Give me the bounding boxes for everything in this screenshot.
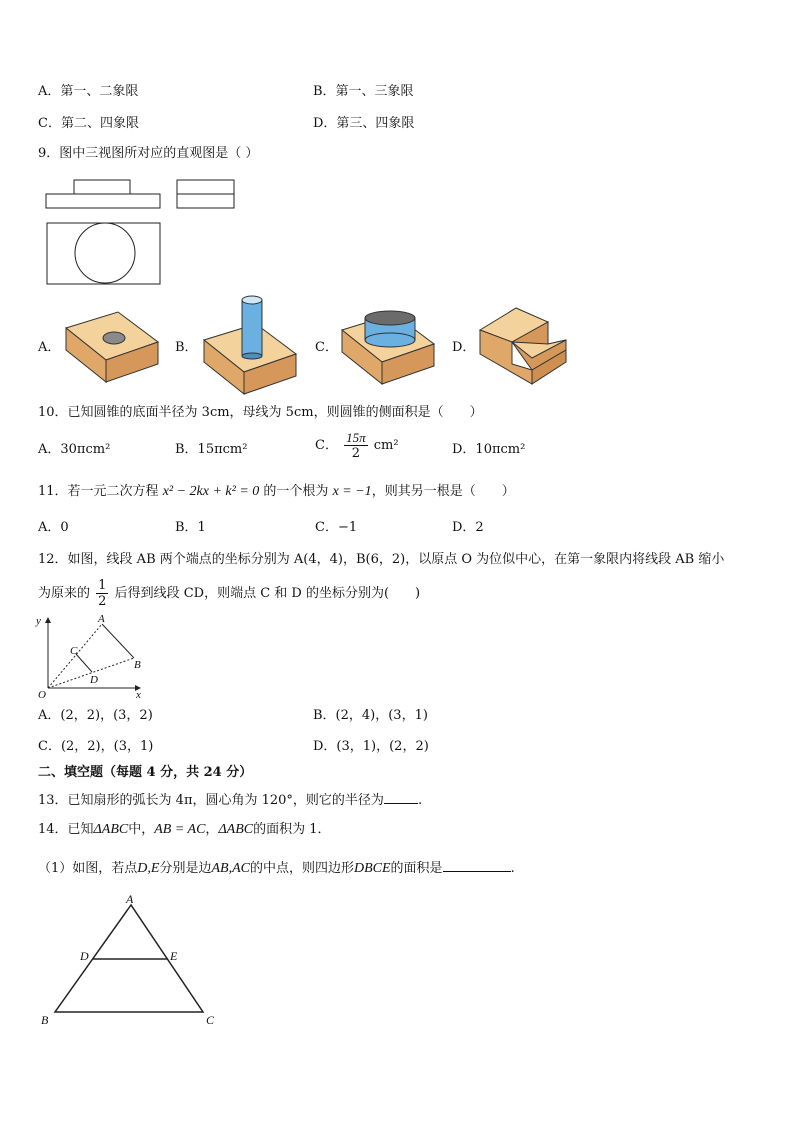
segment-cd <box>76 654 92 672</box>
q14-pre: 14．已知 <box>38 822 94 837</box>
q13-end: . <box>417 793 423 808</box>
q11-stem <box>38 484 515 500</box>
q14-sub1-sides: AB,AC <box>211 861 250 876</box>
q14-mid2: ， <box>205 822 219 837</box>
q11-option-b: B．1 <box>175 520 206 535</box>
q9-label-b: B． <box>175 340 198 355</box>
label-b: B <box>41 1013 49 1027</box>
q12-frac-numerator: 1 <box>98 578 107 593</box>
q14-sub1-post: 的面积是 <box>390 861 443 876</box>
q9-label-a: A． <box>38 340 61 355</box>
top-view-circle <box>75 223 135 283</box>
label-c: C <box>206 1013 215 1027</box>
q12-stem-line1: 12．如图，线段 AB 两个端点的坐标分别为 A(4，4)，B(6，2)，以原点 O 为位似中心，在第一象限内将线段 AB 缩小 <box>38 552 725 567</box>
q14-equality: AB = AC <box>154 822 206 837</box>
q12-line2-pre: 为原来的 <box>38 586 91 601</box>
q14-sub1-points: D,E <box>137 861 160 876</box>
q10-option-c-unit: cm² <box>373 438 399 453</box>
label-a: A <box>98 613 105 625</box>
side-view-base <box>177 194 234 208</box>
q8-option-b: B．第一、三象限 <box>313 84 414 99</box>
label-x: x <box>136 689 141 700</box>
q12-option-d: D．(3，1)，(2，2) <box>313 739 429 754</box>
option-a-solid-image <box>64 310 164 390</box>
q11-root: x = −1 <box>332 484 372 499</box>
q11-stem-post: ，则其另一根是（ ） <box>371 484 515 499</box>
q10-option-c-fraction <box>344 430 368 461</box>
q10-frac-numerator: 15π <box>346 430 366 445</box>
q11-stem-mid: 的一个根为 <box>263 484 329 499</box>
q13 <box>38 791 422 809</box>
option-c-solid-image <box>340 304 440 390</box>
q10-option-c <box>315 430 399 461</box>
front-view-top <box>74 180 130 194</box>
q14-triangle-figure <box>38 892 222 1028</box>
q14-sub1-mid: 分别是边 <box>159 861 212 876</box>
q12-fraction <box>96 578 108 609</box>
q14-sub1-mid2: 的中点，则四边形 <box>249 861 354 876</box>
q10-option-b: B．15πcm² <box>175 442 248 457</box>
q11-option-d: D．2 <box>452 520 484 535</box>
q14-sub1-pre: （1）如图，若点 <box>38 861 138 876</box>
q12-line2-post: 后得到线段 CD，则端点 C 和 D 的坐标分别为( ) <box>114 586 421 601</box>
q10-option-a: A．30πcm² <box>38 442 111 457</box>
label-o: O <box>38 689 46 700</box>
q13-answer-blank <box>384 791 418 804</box>
q13-text: 13．已知扇形的弧长为 4π，圆心角为 120°，则它的半径为 <box>38 793 384 808</box>
label-y: y <box>36 615 41 627</box>
label-e: E <box>170 949 178 963</box>
q12-stem-line2 <box>38 578 420 609</box>
option-d-solid-image <box>478 304 574 388</box>
q11-stem-pre: 11．若一元二次方程 <box>38 484 159 499</box>
q11-option-a: A．0 <box>38 520 69 535</box>
segment-ab <box>102 624 134 658</box>
q8-option-d: D．第三、四象限 <box>313 116 415 131</box>
q11-equation: x² − 2kx + k² = 0 <box>162 484 260 499</box>
side-view-top <box>177 180 234 194</box>
q12-frac-denominator: 2 <box>98 594 107 609</box>
q14-mid1: 中， <box>128 822 155 837</box>
q12-option-c: C．(2，2)，(3，1) <box>38 739 154 754</box>
q10-frac-denominator: 2 <box>351 446 360 461</box>
top-view-rect <box>47 223 160 284</box>
q12-option-a: A．(2，2)，(3，2) <box>38 708 153 723</box>
label-c: C <box>70 645 78 657</box>
q10-option-c-label: C． <box>315 438 338 453</box>
q12-option-b: B．(2，4)，(3，1) <box>313 708 428 723</box>
q14-sub1 <box>38 859 515 877</box>
q12-coordinate-figure <box>34 612 148 700</box>
q14-sub1-quad: DBCE <box>353 861 391 876</box>
front-view-base <box>46 194 160 208</box>
q8-option-a: A．第一、二象限 <box>38 84 139 99</box>
q8-option-c: C．第二、四象限 <box>38 116 139 131</box>
label-d: D <box>90 674 98 686</box>
q14-answer-blank <box>443 859 511 872</box>
q14-triangle: ΔABC <box>93 822 129 837</box>
section-title: 二、填空题（每题 4 分，共 24 分） <box>38 765 253 780</box>
q14-post: 的面积为 1． <box>253 822 331 837</box>
q10-option-d: D．10πcm² <box>452 442 526 457</box>
label-b: B <box>134 659 141 671</box>
q10-stem: 10．已知圆锥的底面半径为 3cm，母线为 5cm，则圆锥的侧面积是（ ） <box>38 405 483 420</box>
label-a: A <box>126 892 134 906</box>
q14-triangle-2: ΔABC <box>218 822 254 837</box>
label-d: D <box>80 949 89 963</box>
q9-label-d: D． <box>452 340 476 355</box>
three-view-figure <box>40 176 250 288</box>
q11-option-c: C．−1 <box>315 520 358 535</box>
q9-label-c: C． <box>315 340 338 355</box>
q14-sub1-end: . <box>510 861 515 876</box>
q14-stem <box>38 822 331 838</box>
q9-stem: 9．图中三视图所对应的直观图是（ ） <box>38 146 259 161</box>
option-b-solid-image <box>202 294 302 398</box>
